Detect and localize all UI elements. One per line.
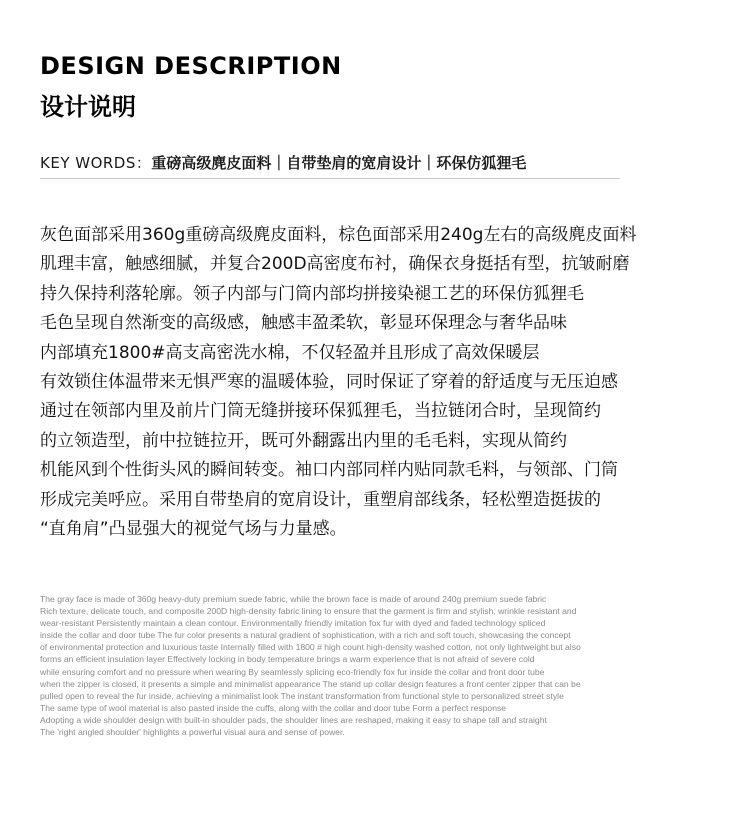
description-en-line: Adopting a wide shoulder design with built-in shoulder pads, the shoulder lines are reshaped, making it easy to shape tall and straight bbox=[40, 714, 547, 725]
description-chinese bbox=[40, 221, 720, 544]
page-title-chinese: 设计说明 bbox=[40, 93, 136, 121]
description-cn-line: 通过在领部内里及前片门筒无缝拼接环保狐狸毛，当拉链闭合时，呈现简约 bbox=[40, 401, 601, 422]
description-en-line: while ensuring comfort and no pressure when wearing By seamlessly splicing eco-friendly fox fur inside the collar and front door tube bbox=[40, 666, 545, 677]
description-cn-line: 持久保持利落轮廓。领子内部与门筒内部均拼接染褪工艺的环保仿狐狸毛 bbox=[40, 283, 584, 304]
description-en-line: when the zipper is closed, it presents a simple and minimalist appearance The stand up collar design features a front center zipper that can be bbox=[40, 678, 581, 689]
description-cn-line: 形成完美呼应。采用自带垫肩的宽肩设计，重塑肩部线条，轻松塑造挺拔的 bbox=[40, 489, 601, 510]
description-cn-line: 有效锁住体温带来无惧严寒的温暖体验，同时保证了穿着的舒适度与无压迫感 bbox=[40, 371, 618, 392]
description-cn-line: 灰色面部采用360g重磅高级麂皮面料，棕色面部采用240g左右的高级麂皮面料 bbox=[40, 225, 637, 245]
description-cn-line: 毛色呈现自然渐变的高级感，触感丰盈柔软，彰显环保理念与奢华品味 bbox=[40, 313, 567, 334]
description-en-line: of environmental protection and luxurious taste Internally filled with 1800 # high count high-density washed cotton, not only lightweight but also bbox=[40, 642, 581, 653]
description-cn-line: “直角肩”凸显强大的视觉气场与力量感。 bbox=[40, 518, 347, 539]
description-en-line: The gray face is made of 360g heavy-duty premium suede fabric, while the brown face is made of around 240g premium suede fabric bbox=[40, 594, 547, 604]
description-en-line: pulled open to reveal the fur inside, achieving a minimalist look The instant transformation from functional style to personalized street style bbox=[40, 690, 564, 701]
description-cn-line: 机能风到个性街头风的瞬间转变。袖口内部同样内贴同款毛料，与领部、门筒 bbox=[40, 460, 618, 481]
description-en-line: The 'right angled shoulder' highlights a powerful visual aura and sense of power. bbox=[40, 727, 345, 738]
description-english bbox=[40, 593, 700, 738]
description-cn-line: 的立领造型，前中拉链拉开，既可外翻露出内里的毛毛料，实现从简约 bbox=[40, 430, 567, 451]
description-cn-line: 内部填充1800#高支高密洗水棉，不仅轻盈并且形成了高效保暖层 bbox=[40, 342, 540, 363]
description-en-line: Rich texture, delicate touch, and composite 200D high-density fabric lining to ensure that the garment is firm and stylish, wrinkle resistant and bbox=[40, 606, 577, 617]
keywords-label: KEY WORDS： bbox=[40, 154, 152, 172]
page-title-english: DESIGN DESCRIPTION bbox=[40, 52, 342, 80]
description-en-line: inside the collar and door tube The fur color presents a natural gradient of sophistication, with a rich and soft touch, showcasing the concept bbox=[40, 630, 571, 641]
description-en-line: The same type of wool material is also pasted inside the cuffs, along with the collar and door tube Form a perfect response bbox=[40, 702, 507, 713]
keywords-bar bbox=[40, 150, 620, 179]
keywords-list: 重磅高级麂皮面料｜自带垫肩的宽肩设计｜环保仿狐狸毛 bbox=[151, 154, 527, 172]
description-cn-line: 肌理丰富，触感细腻，并复合200D高密度布衬，确保衣身挺括有型，抗皱耐磨 bbox=[40, 254, 630, 275]
description-en-line: forms an efficient insulation layer Effectively locking in body temperature brings a warm experience that is not afraid of severe cold bbox=[40, 654, 535, 665]
description-en-line: wear-resistant Persistently maintain a clean contour. Environmentally friendly imitation fox fur with dyed and faded technology spliced bbox=[40, 618, 546, 629]
